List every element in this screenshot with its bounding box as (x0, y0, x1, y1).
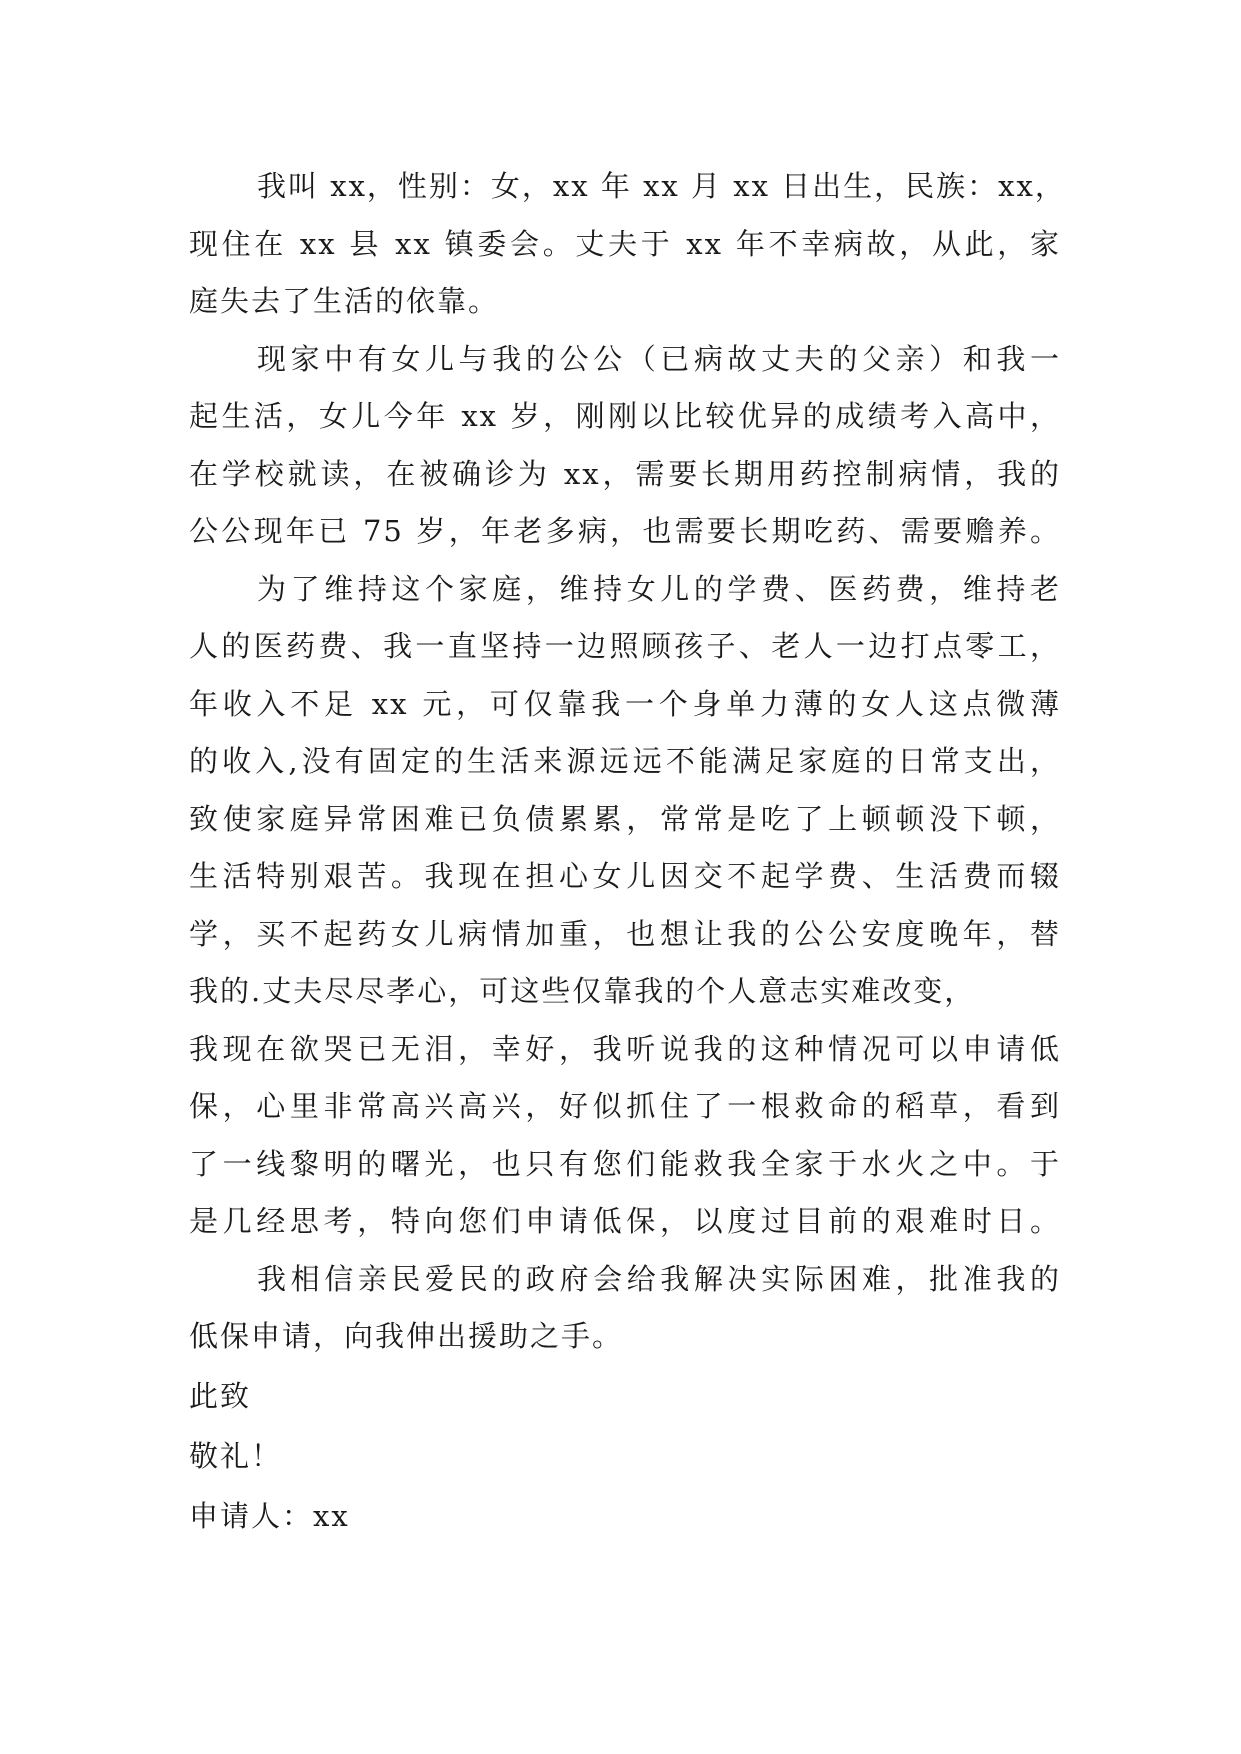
paragraph-personal-info (189, 158, 1066, 331)
applicant-signature: 申请人：xx (189, 1498, 350, 1533)
text-line: 保，心里非常高兴高兴，好似抓住了一根救命的稻草，看到 (189, 1089, 1061, 1123)
text-line: 我相信亲民爱民的政府会给我解决实际困难，批准我的 (257, 1261, 1061, 1296)
text-line: 我叫 xx，性别：女，xx 年 xx 月 xx 日出生，民族：xx， (257, 169, 1066, 203)
regards: 敬礼！ (189, 1438, 283, 1473)
text-line: 年收入不足 xx 元，可仅靠我一个身单力薄的女人这点微薄 (189, 686, 1061, 721)
text-line: 人的医药费、我一直坚持一边照顾孩子、老人一边打点零工， (189, 629, 1061, 663)
paragraph-family-situation (189, 331, 1061, 561)
text-line: 是几经思考，特向您们申请低保，以度过目前的艰难时日。 (189, 1204, 1061, 1238)
text-line: 低保申请，向我伸出援助之手。 (189, 1319, 624, 1353)
paragraph-request (189, 1251, 1061, 1366)
text-line: 现家中有女儿与我的公公（已病故丈夫的父亲）和我一 (257, 341, 1061, 376)
text-line: 起生活，女儿今年 xx 岁，刚刚以比较优异的成绩考入高中， (189, 399, 1061, 433)
text-line: 公公现年已 75 岁，年老多病，也需要长期吃药、需要赡养。 (189, 514, 1061, 548)
text-line: 为了维持这个家庭，维持女儿的学费、医药费，维持老 (257, 571, 1061, 606)
text-line: 现住在 xx 县 xx 镇委会。丈夫于 xx 年不幸病故，从此，家 (189, 226, 1061, 261)
text-line: 学，买不起药女儿病情加重，也想让我的公公安度晚年，替 (189, 916, 1061, 951)
text-line: 在学校就读，在被确诊为 xx，需要长期用药控制病情，我的 (189, 456, 1061, 491)
text-line: 生活特别艰苦。我现在担心女儿因交不起学费、生活费而辍 (189, 859, 1061, 893)
salutation: 此致 (189, 1378, 252, 1413)
application-letter-body (189, 158, 1066, 1546)
text-line: 的收入,没有固定的生活来源远远不能满足家庭的日常支出， (189, 744, 1061, 778)
text-line: 我现在欲哭已无泪，幸好，我听说我的这种情况可以申请低 (189, 1031, 1061, 1066)
text-line: 我的.丈夫尽尽孝心，可这些仅靠我的个人意志实难改变， (189, 974, 976, 1008)
text-line: 庭失去了生活的依靠。 (189, 284, 500, 318)
paragraph-hardship (189, 561, 1061, 1251)
text-line: 了一线黎明的曙光，也只有您们能救我全家于水火之中。于 (189, 1146, 1061, 1181)
text-line: 致使家庭异常困难已负债累累，常常是吃了上顿顿没下顿， (189, 801, 1061, 836)
letter-closing (189, 1366, 1061, 1546)
